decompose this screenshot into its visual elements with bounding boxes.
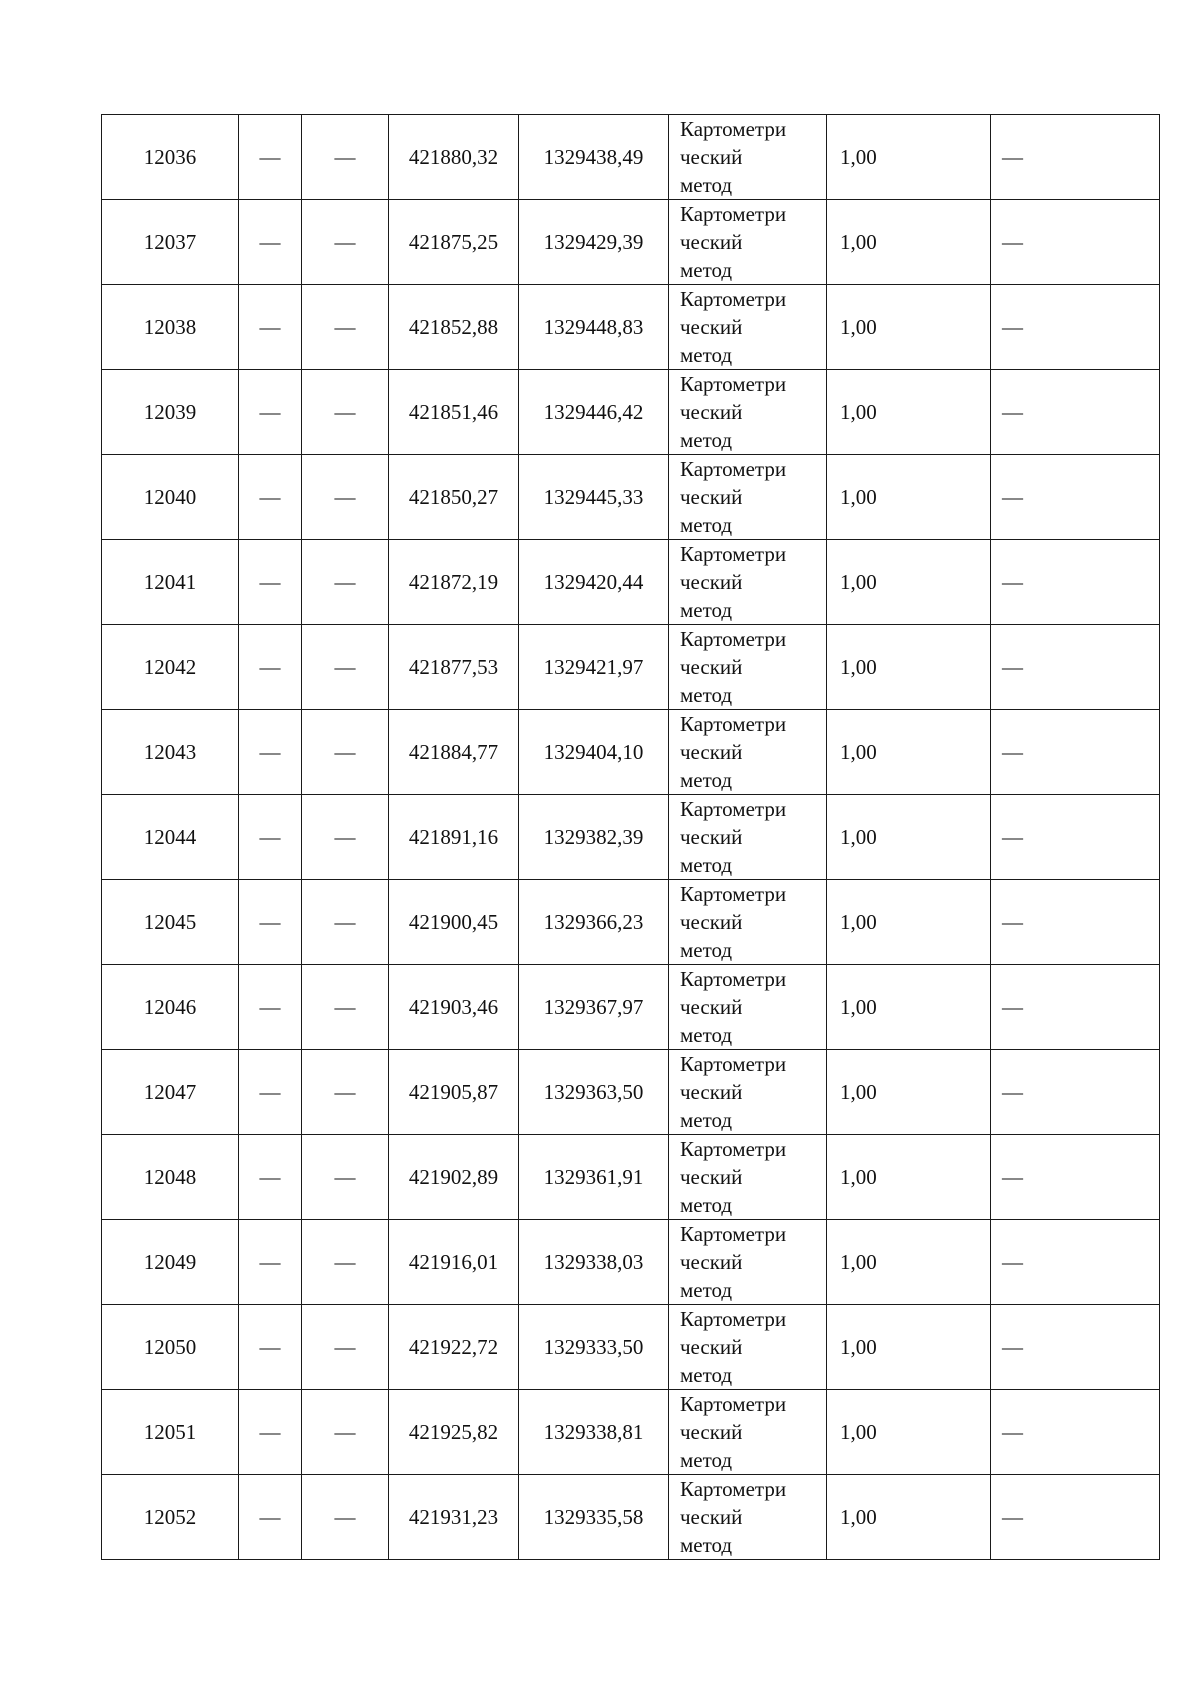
empty-value-cell: — xyxy=(991,965,1160,1050)
method-text-line: Картометри xyxy=(680,372,787,396)
empty-value-cell: — xyxy=(302,540,389,625)
empty-value-cell: — xyxy=(302,200,389,285)
x-coordinate-cell: 421850,27 xyxy=(389,455,519,540)
empty-value-cell: — xyxy=(239,965,302,1050)
accuracy-cell: 1,00 xyxy=(827,965,991,1050)
empty-value-cell: — xyxy=(991,1390,1160,1475)
method-cell xyxy=(669,710,827,795)
method-cell xyxy=(669,795,827,880)
method-cell xyxy=(669,540,827,625)
method-cell xyxy=(669,1220,827,1305)
method-text-line: ческий xyxy=(680,400,743,424)
method-text-line: Картометри xyxy=(680,287,787,311)
x-coordinate-cell: 421900,45 xyxy=(389,880,519,965)
point-number-cell: 12042 xyxy=(102,625,239,710)
empty-value-cell: — xyxy=(239,285,302,370)
point-number-cell: 12036 xyxy=(102,115,239,200)
y-coordinate-cell: 1329363,50 xyxy=(519,1050,669,1135)
empty-value-cell: — xyxy=(302,370,389,455)
method-text-line: Картометри xyxy=(680,1222,787,1246)
method-text-line: ческий xyxy=(680,655,743,679)
point-number-cell: 12039 xyxy=(102,370,239,455)
table-body xyxy=(102,115,1160,1560)
method-cell xyxy=(669,880,827,965)
table-row xyxy=(102,965,1160,1050)
empty-value-cell: — xyxy=(239,1390,302,1475)
method-text-line: метод xyxy=(680,1448,733,1472)
method-cell xyxy=(669,1475,827,1560)
empty-value-cell: — xyxy=(239,710,302,795)
x-coordinate-cell: 421905,87 xyxy=(389,1050,519,1135)
empty-value-cell: — xyxy=(302,625,389,710)
empty-value-cell: — xyxy=(991,1050,1160,1135)
method-text-line: метод xyxy=(680,1278,733,1302)
method-cell xyxy=(669,1050,827,1135)
empty-value-cell: — xyxy=(302,115,389,200)
empty-value-cell: — xyxy=(239,1135,302,1220)
method-text-line: Картометри xyxy=(680,797,787,821)
empty-value-cell: — xyxy=(239,1305,302,1390)
method-text-line: ческий xyxy=(680,570,743,594)
method-text-line: Картометри xyxy=(680,1137,787,1161)
accuracy-cell: 1,00 xyxy=(827,540,991,625)
table-row xyxy=(102,1390,1160,1475)
point-number-cell: 12044 xyxy=(102,795,239,880)
empty-value-cell: — xyxy=(302,1390,389,1475)
empty-value-cell: — xyxy=(239,540,302,625)
empty-value-cell: — xyxy=(991,1135,1160,1220)
empty-value-cell: — xyxy=(302,455,389,540)
method-text-line: ческий xyxy=(680,740,743,764)
method-text-line: метод xyxy=(680,428,733,452)
y-coordinate-cell: 1329338,03 xyxy=(519,1220,669,1305)
x-coordinate-cell: 421931,23 xyxy=(389,1475,519,1560)
empty-value-cell: — xyxy=(991,795,1160,880)
method-text-line: метод xyxy=(680,343,733,367)
y-coordinate-cell: 1329421,97 xyxy=(519,625,669,710)
method-cell xyxy=(669,115,827,200)
accuracy-cell: 1,00 xyxy=(827,200,991,285)
method-text-line: Картометри xyxy=(680,1392,787,1416)
method-text-line: Картометри xyxy=(680,712,787,736)
y-coordinate-cell: 1329338,81 xyxy=(519,1390,669,1475)
method-text-line: метод xyxy=(680,683,733,707)
x-coordinate-cell: 421877,53 xyxy=(389,625,519,710)
x-coordinate-cell: 421852,88 xyxy=(389,285,519,370)
empty-value-cell: — xyxy=(302,1220,389,1305)
point-number-cell: 12049 xyxy=(102,1220,239,1305)
table-row xyxy=(102,200,1160,285)
accuracy-cell: 1,00 xyxy=(827,625,991,710)
x-coordinate-cell: 421884,77 xyxy=(389,710,519,795)
table-row xyxy=(102,880,1160,965)
accuracy-cell: 1,00 xyxy=(827,1390,991,1475)
empty-value-cell: — xyxy=(302,880,389,965)
empty-value-cell: — xyxy=(302,285,389,370)
table-row xyxy=(102,455,1160,540)
method-text-line: ческий xyxy=(680,1420,743,1444)
point-number-cell: 12043 xyxy=(102,710,239,795)
x-coordinate-cell: 421875,25 xyxy=(389,200,519,285)
empty-value-cell: — xyxy=(239,200,302,285)
empty-value-cell: — xyxy=(239,1220,302,1305)
point-number-cell: 12047 xyxy=(102,1050,239,1135)
y-coordinate-cell: 1329446,42 xyxy=(519,370,669,455)
y-coordinate-cell: 1329367,97 xyxy=(519,965,669,1050)
method-text-line: ческий xyxy=(680,230,743,254)
table-row xyxy=(102,115,1160,200)
accuracy-cell: 1,00 xyxy=(827,370,991,455)
point-number-cell: 12048 xyxy=(102,1135,239,1220)
method-cell xyxy=(669,1135,827,1220)
x-coordinate-cell: 421925,82 xyxy=(389,1390,519,1475)
coordinates-table xyxy=(101,114,1160,1560)
empty-value-cell: — xyxy=(239,1050,302,1135)
y-coordinate-cell: 1329438,49 xyxy=(519,115,669,200)
method-text-line: Картометри xyxy=(680,457,787,481)
x-coordinate-cell: 421891,16 xyxy=(389,795,519,880)
empty-value-cell: — xyxy=(991,115,1160,200)
method-text-line: метод xyxy=(680,1193,733,1217)
table-row xyxy=(102,1135,1160,1220)
table-row xyxy=(102,625,1160,710)
method-text-line: метод xyxy=(680,513,733,537)
method-text-line: метод xyxy=(680,598,733,622)
empty-value-cell: — xyxy=(239,880,302,965)
y-coordinate-cell: 1329420,44 xyxy=(519,540,669,625)
method-text-line: Картометри xyxy=(680,542,787,566)
method-text-line: Картометри xyxy=(680,882,787,906)
x-coordinate-cell: 421916,01 xyxy=(389,1220,519,1305)
method-text-line: ческий xyxy=(680,145,743,169)
method-cell xyxy=(669,455,827,540)
table-row xyxy=(102,285,1160,370)
accuracy-cell: 1,00 xyxy=(827,455,991,540)
point-number-cell: 12046 xyxy=(102,965,239,1050)
empty-value-cell: — xyxy=(991,710,1160,795)
point-number-cell: 12052 xyxy=(102,1475,239,1560)
point-number-cell: 12050 xyxy=(102,1305,239,1390)
accuracy-cell: 1,00 xyxy=(827,1475,991,1560)
method-text-line: Картометри xyxy=(680,117,787,141)
x-coordinate-cell: 421903,46 xyxy=(389,965,519,1050)
y-coordinate-cell: 1329445,33 xyxy=(519,455,669,540)
method-text-line: метод xyxy=(680,768,733,792)
empty-value-cell: — xyxy=(991,880,1160,965)
point-number-cell: 12041 xyxy=(102,540,239,625)
method-text-line: метод xyxy=(680,938,733,962)
method-cell xyxy=(669,370,827,455)
method-text-line: Картометри xyxy=(680,627,787,651)
method-text-line: ческий xyxy=(680,825,743,849)
method-text-line: ческий xyxy=(680,1505,743,1529)
empty-value-cell: — xyxy=(991,1475,1160,1560)
accuracy-cell: 1,00 xyxy=(827,710,991,795)
point-number-cell: 12037 xyxy=(102,200,239,285)
empty-value-cell: — xyxy=(991,370,1160,455)
empty-value-cell: — xyxy=(991,1305,1160,1390)
point-number-cell: 12051 xyxy=(102,1390,239,1475)
y-coordinate-cell: 1329335,58 xyxy=(519,1475,669,1560)
y-coordinate-cell: 1329448,83 xyxy=(519,285,669,370)
method-text-line: ческий xyxy=(680,1165,743,1189)
method-text-line: ческий xyxy=(680,315,743,339)
method-cell xyxy=(669,285,827,370)
method-cell xyxy=(669,200,827,285)
y-coordinate-cell: 1329404,10 xyxy=(519,710,669,795)
y-coordinate-cell: 1329333,50 xyxy=(519,1305,669,1390)
point-number-cell: 12040 xyxy=(102,455,239,540)
table-row xyxy=(102,710,1160,795)
accuracy-cell: 1,00 xyxy=(827,1050,991,1135)
accuracy-cell: 1,00 xyxy=(827,1220,991,1305)
x-coordinate-cell: 421872,19 xyxy=(389,540,519,625)
empty-value-cell: — xyxy=(302,795,389,880)
x-coordinate-cell: 421922,72 xyxy=(389,1305,519,1390)
empty-value-cell: — xyxy=(991,625,1160,710)
empty-value-cell: — xyxy=(239,455,302,540)
method-text-line: метод xyxy=(680,1023,733,1047)
method-text-line: ческий xyxy=(680,995,743,1019)
y-coordinate-cell: 1329366,23 xyxy=(519,880,669,965)
empty-value-cell: — xyxy=(302,1305,389,1390)
table-row xyxy=(102,1475,1160,1560)
method-text-line: Картометри xyxy=(680,1052,787,1076)
x-coordinate-cell: 421880,32 xyxy=(389,115,519,200)
method-text-line: ческий xyxy=(680,910,743,934)
empty-value-cell: — xyxy=(302,1135,389,1220)
method-text-line: ческий xyxy=(680,1335,743,1359)
method-cell xyxy=(669,1390,827,1475)
x-coordinate-cell: 421902,89 xyxy=(389,1135,519,1220)
accuracy-cell: 1,00 xyxy=(827,880,991,965)
method-text-line: метод xyxy=(680,1533,733,1557)
empty-value-cell: — xyxy=(239,1475,302,1560)
table-row xyxy=(102,540,1160,625)
method-text-line: Картометри xyxy=(680,1307,787,1331)
empty-value-cell: — xyxy=(991,285,1160,370)
table-row xyxy=(102,1220,1160,1305)
empty-value-cell: — xyxy=(302,965,389,1050)
accuracy-cell: 1,00 xyxy=(827,795,991,880)
y-coordinate-cell: 1329429,39 xyxy=(519,200,669,285)
accuracy-cell: 1,00 xyxy=(827,1305,991,1390)
empty-value-cell: — xyxy=(991,540,1160,625)
accuracy-cell: 1,00 xyxy=(827,1135,991,1220)
method-text-line: метод xyxy=(680,1108,733,1132)
empty-value-cell: — xyxy=(239,370,302,455)
method-text-line: Картометри xyxy=(680,967,787,991)
empty-value-cell: — xyxy=(302,710,389,795)
method-cell xyxy=(669,1305,827,1390)
table-row xyxy=(102,1305,1160,1390)
method-text-line: ческий xyxy=(680,1250,743,1274)
method-text-line: Картометри xyxy=(680,1477,787,1501)
method-text-line: метод xyxy=(680,173,733,197)
table-row xyxy=(102,1050,1160,1135)
empty-value-cell: — xyxy=(302,1050,389,1135)
accuracy-cell: 1,00 xyxy=(827,115,991,200)
method-text-line: ческий xyxy=(680,1080,743,1104)
point-number-cell: 12045 xyxy=(102,880,239,965)
x-coordinate-cell: 421851,46 xyxy=(389,370,519,455)
accuracy-cell: 1,00 xyxy=(827,285,991,370)
method-text-line: метод xyxy=(680,258,733,282)
empty-value-cell: — xyxy=(302,1475,389,1560)
empty-value-cell: — xyxy=(239,795,302,880)
empty-value-cell: — xyxy=(991,1220,1160,1305)
method-text-line: ческий xyxy=(680,485,743,509)
y-coordinate-cell: 1329382,39 xyxy=(519,795,669,880)
method-cell xyxy=(669,965,827,1050)
point-number-cell: 12038 xyxy=(102,285,239,370)
method-text-line: метод xyxy=(680,1363,733,1387)
method-text-line: метод xyxy=(680,853,733,877)
table-row xyxy=(102,370,1160,455)
method-cell xyxy=(669,625,827,710)
empty-value-cell: — xyxy=(239,625,302,710)
table-row xyxy=(102,795,1160,880)
empty-value-cell: — xyxy=(991,455,1160,540)
method-text-line: Картометри xyxy=(680,202,787,226)
empty-value-cell: — xyxy=(239,115,302,200)
y-coordinate-cell: 1329361,91 xyxy=(519,1135,669,1220)
empty-value-cell: — xyxy=(991,200,1160,285)
